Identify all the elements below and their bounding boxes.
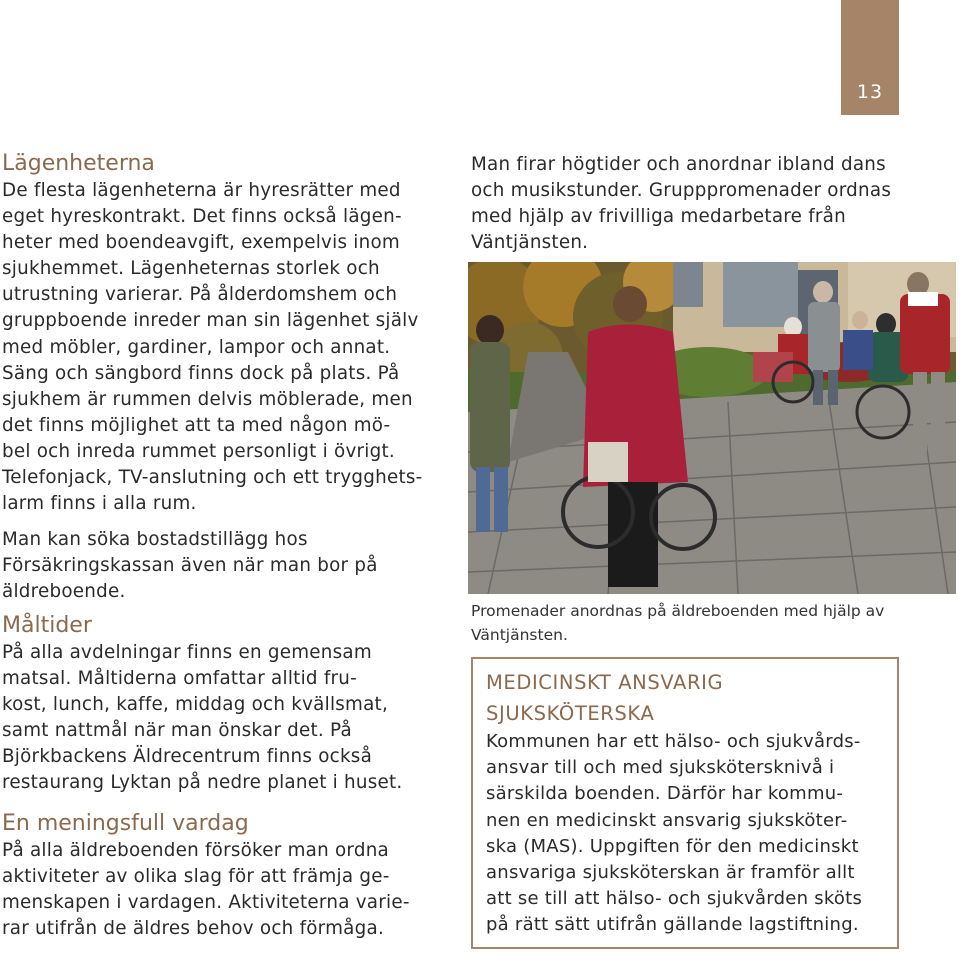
heading-meals: Måltider xyxy=(2,612,92,638)
paragraph-housing-allowance: Man kan söka bostadstillägg hos Försäkringskassan även när man bor på äldreboende. xyxy=(2,529,378,603)
heading-apartments: Lägenheterna xyxy=(2,151,155,176)
info-box-heading: MEDICINSKT ANSVARIG SJUKSKÖTERSKA xyxy=(486,671,724,725)
photo-caption: Promenader anordnas på äldreboenden med hjälp av Väntjänsten. xyxy=(471,602,885,644)
paragraph-apartments: De flesta lägenheterna är hyresrätter med eget hyreskontrakt. Det finns också lägen- heter med boendeavgift, exempelvis inom sjukhemmet. Lägenheternas storlek och utrustning varierar. På ålderdomshem och gruppboende inreder man sin lägenhet själv med möbler, gardiner, lampor och annat. Säng och sängbord finns dock på plats. På sjukhem är rummen delvis möblerade, men det finns möjlighet att ta med någon mö- bel och inreda rummet personligt i övrigt. Telefonjack, TV-anslutning och ett trygghets- larm finns i alla rum. xyxy=(2,180,423,515)
heading-meaningful-day: En meningsfull vardag xyxy=(2,811,249,837)
photo-walk-wheelchairs xyxy=(468,262,956,594)
paragraph-celebrations: Man firar högtider och anordnar ibland dans och musikstunder. Grupppromenader ordnas med hjälp av frivilliga medarbetare från Väntjänsten. xyxy=(471,154,892,254)
paragraph-meaningful-day: På alla äldreboenden försöker man ordna aktiviteter av olika slag för att främja ge- menskapen i vardagen. Aktiviteterna varie- rar utifrån de äldres behov och förmåga. xyxy=(2,840,410,940)
page-number-tab xyxy=(841,0,899,115)
page-number: 13 xyxy=(856,81,884,103)
paragraph-meals: På alla avdelningar finns en gemensam matsal. Måltiderna omfattar alltid fru- kost, lunch, kaffe, middag och kvällsmat, samt nattmål när man önskar det. På Björkbackens Äldrecentrum finns också restaurang Lyktan på nedre planet i huset. xyxy=(2,641,403,793)
left-column xyxy=(2,150,457,942)
info-box-text: Kommunen har ett hälso- och sjukvårds- ansvar till och med sjukskötersknivå i särskilda boenden. Därför har kommu- nen en medicinskt ansvarig sjuksköter- ska (MAS). Uppgiften för den medicinskt ansvariga sjuksköterskan är framför allt att se till att hälso- och sjukvården sköts på rätt sätt utifrån gällande lagstiftning. xyxy=(486,731,863,936)
info-box-mas xyxy=(471,657,899,949)
right-column-intro xyxy=(471,152,941,256)
